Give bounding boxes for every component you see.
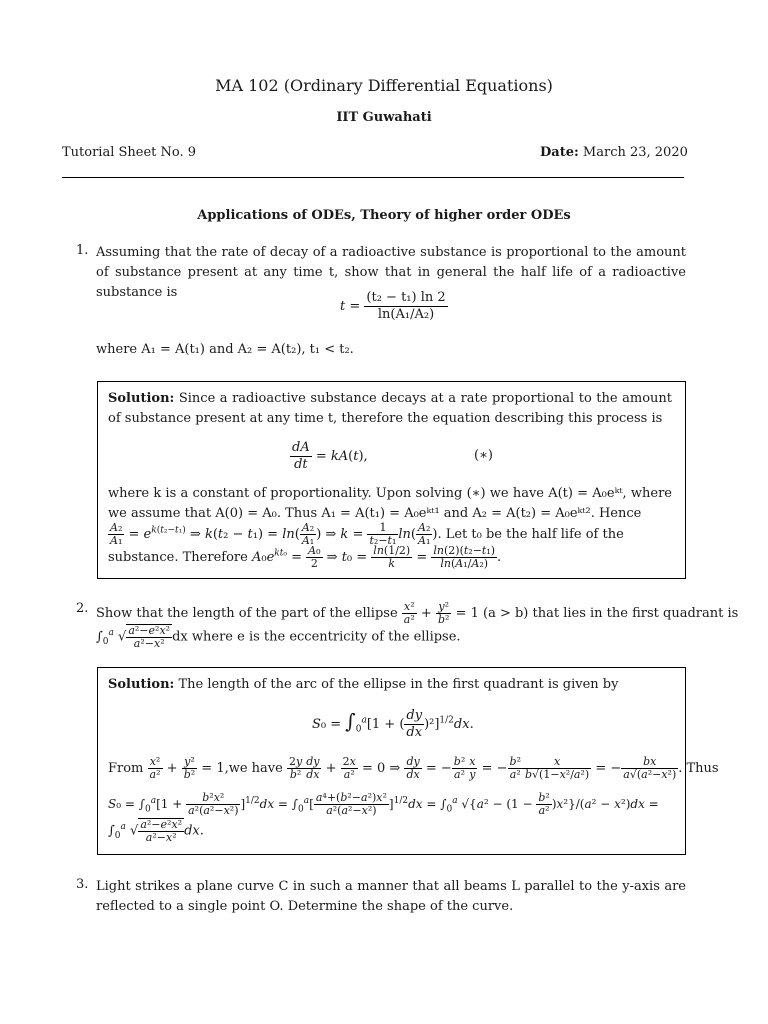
solution-1-text2: where k is a constant of proportionality. Upon solving (∗) we have A(t) = A₀eᵏᵗ, where we assume that A(0) = A₀. Thus A₁ = A(t₁) = A₀eᵏᵗ¹ and A₂ = A(t₂) = A₀eᵏᵗ². Hence	[108, 486, 672, 521]
solution-2-thus: Thus	[686, 761, 719, 776]
q3-text: Light strikes a plane curve C in such a manner that all beams L parallel to the y-axis are reflected to a single point O. Determine the shape of the curve.	[96, 879, 686, 914]
solution-2-integral-chain: $S_0 = \int_0^a[1$ + $\frac{\text{b²x²}}{\text{a²(a²−x²)}}$ ]$^{1/2}dx = \int_0^a$[ $\frac{\text{a⁴+(b²−a²)x²}}{\text{a²(a²−x²)}}$ ]$^{1/2}dx = \int_0^a$ √{a² − (1 − $\frac{\text{b²}}{\text{a²}}$ )x²}/(a² − x²)dx =	[108, 791, 659, 817]
section-title: Applications of ODEs, Theory of higher order ODEs	[197, 208, 571, 223]
solution-2-intro	[108, 677, 618, 692]
solution-2-text1: The length of the arc of the ellipse in the first quadrant is given by	[178, 677, 619, 692]
header-divider	[62, 177, 684, 178]
q1-formula: t = $\frac{\text{(t₂ − t₁) ln 2}}{\text{ln(A₁/A₂)}}$	[340, 290, 446, 322]
solution-1-conclusion: substance. Therefore $A_0e^{kt_0}$ = $\frac{\text{A₀}}{2}$ ⇒ t₀ = $\frac{\ln(1/2)}{k}$ = $\frac{\text{ln(2)(t₂−t₁)}}{\text{ln(A₁/A₂)}}$ .	[108, 544, 502, 570]
solution-2-label: Solution:	[108, 677, 175, 692]
date-value: March 23, 2020	[582, 145, 688, 160]
date-line	[540, 145, 688, 160]
solution-1-eq-tag: (∗)	[474, 448, 493, 463]
solution-2-from: From	[108, 761, 144, 776]
solution-1-ode: $\frac{dA}{dt}$ = kA(t),	[292, 440, 368, 472]
q2-text-c: dx where e is the eccentricity of the ellipse.	[172, 629, 461, 645]
q1-number: 1.	[76, 243, 89, 258]
q2-text-b: = 1 (a > b) that lies in the first quadrant is	[455, 606, 739, 621]
q2-number: 2.	[76, 601, 89, 616]
q1-formula-denominator: ln(A₁/A₂)	[377, 307, 435, 322]
solution-1-text4: substance. Therefore	[108, 550, 248, 565]
q1-where: where A₁ = A(t₁) and A₂ = A(t₂), t₁ < t₂.	[96, 342, 354, 357]
q2-text-a: Show that the length of the part of the ellipse	[96, 606, 398, 621]
q2-text-line2: $\int_0^a$ √ $\frac{\text{a²−e²x²}}{\text{a²−x²}}$ dx where e is the eccentricity of the ellipse.	[96, 624, 461, 650]
solution-1-label: Solution:	[108, 391, 175, 406]
solution-2-derivation: From $\frac{\text{x²}}{\text{a²}}$ + $\frac{\text{y²}}{\text{b²}}$ = 1,we have $\frac{2y}{\text{b²}}$ $\frac{dy}{dx}$ + $\frac{2x}{\text{a²}}$ = 0 ⇒ $\frac{dy}{dx}$ = − $\frac{\text{b²}}{\text{a²}}$ $\frac{x}{y}$ = − $\frac{\text{b²}}{\text{a²}}$ $\frac{x}{\text{b√(1−x²/a²)}}$ = − $\frac{bx}{\text{a√(a²−x²)}}$ . Thus	[108, 755, 719, 781]
date-label: Date:	[540, 145, 579, 160]
solution-2-result: $\int_0^a$ √ $\frac{\text{a²−e²x²}}{\text{a²−x²}}$ dx.	[108, 818, 204, 844]
q1-text: Assuming that the rate of decay of a radioactive substance is proportional to the amount of substance present at any time t, show that in general the half life of a radioactive substance is	[96, 245, 686, 300]
tutorial-sheet-number: Tutorial Sheet No. 9	[62, 145, 197, 160]
solution-1-derivation: $\frac{\text{A₂}}{\text{A₁}}$ = $e^{k(t_2-t_1)}$ ⇒ k(t₂ − t₁) = ln( $\frac{\text{A₂}}{\text{A₁}}$ ) ⇒ k = $\frac{1}{\text{t₂−t₁}}$ ln( $\frac{\text{A₂}}{\text{A₁}}$ ). Let t₀ be the half life of the	[110, 521, 624, 547]
q2-text-line1: Show that the length of the part of the ellipse $\frac{\text{x²}}{\text{a²}}$ + $\frac{\text{y²}}{\text{b²}}$ = 1 (a > b) that lies in the first quadrant is	[96, 600, 739, 626]
course-title: MA 102 (Ordinary Differential Equations)	[215, 76, 553, 95]
solution-1-text3: Let t₀ be the half life of the	[445, 527, 624, 542]
institute-name: IIT Guwahati	[336, 110, 432, 125]
solution-2-we-have: = 1,we have	[201, 761, 283, 776]
solution-1-text1: Since a radioactive substance decays at a rate proportional to the amount of substance present at any time t, therefore the equation describing this process is	[108, 391, 672, 426]
q1-formula-numerator: (t₂ − t₁) ln 2	[366, 290, 446, 305]
solution-1-intro	[108, 389, 672, 429]
solution-2-arc-length: $S_0 = \int_0^a[1$ + ( $\frac{dy}{dx}$ )²]$^{1/2}$dx.	[312, 708, 474, 740]
q3-number: 3.	[76, 877, 89, 892]
